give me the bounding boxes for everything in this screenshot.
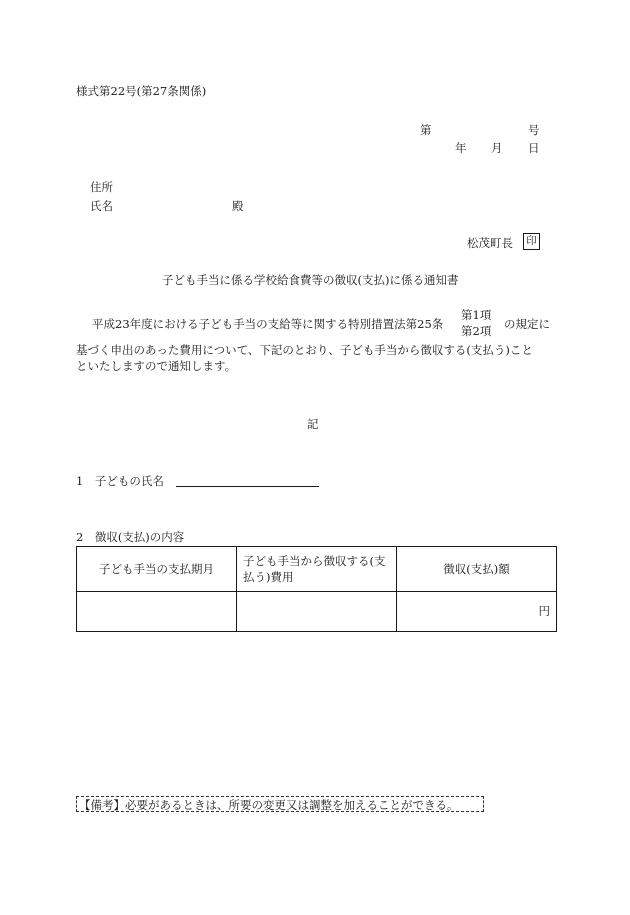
year-label: 年 (455, 141, 467, 155)
honorific: 殿 (232, 199, 244, 213)
child-name-label: 1 子どもの氏名 (76, 474, 164, 488)
remarks-note: 【備考】必要があるときは、所要の変更又は調整を加えることができる。 (76, 796, 484, 812)
fee-table (76, 546, 557, 632)
header-collected-expense: 子ども手当から徴収する(支払う)費用 (237, 547, 397, 592)
body-line-1: 平成23年度における子ども手当の支給等に関する特別措置法第25条 (92, 317, 444, 331)
cell-amount[interactable]: 円 (397, 592, 557, 632)
document-title: 子ども手当に係る学校給食費等の徴収(支払)に係る通知書 (162, 273, 459, 287)
issuer-title: 松茂町長 (467, 236, 513, 250)
address-label: 住所 (90, 180, 113, 194)
header-payment-month: 子ども手当の支払期月 (77, 547, 237, 592)
name-label: 氏名 (90, 199, 113, 213)
cell-payment-month[interactable] (77, 592, 237, 632)
clause-1: 第1項 (461, 308, 492, 322)
clause-2: 第2項 (461, 324, 492, 338)
ki-heading: 記 (307, 417, 319, 431)
section2-label: 2 徴収(支払)の内容 (76, 530, 185, 544)
day-label: 日 (528, 141, 540, 155)
header-amount: 徴収(支払)額 (397, 547, 557, 592)
number-prefix: 第 (420, 123, 432, 137)
number-suffix: 号 (528, 123, 540, 137)
month-label: 月 (491, 141, 503, 155)
child-name-field[interactable] (176, 486, 319, 487)
body-line-2: 基づく申出のあった費用について、下記のとおり、子ども手当から徴収する(支払う)こと (76, 343, 533, 357)
table-row (77, 592, 557, 632)
form-code: 様式第22号(第27条関係) (76, 84, 207, 98)
table-header-row (77, 547, 557, 592)
cell-collected-expense[interactable] (237, 592, 397, 632)
seal-stamp: 印 (523, 233, 540, 250)
body-line-3: といたしますので通知します。 (76, 359, 237, 373)
body-line-1-end: の規定に (504, 317, 550, 331)
